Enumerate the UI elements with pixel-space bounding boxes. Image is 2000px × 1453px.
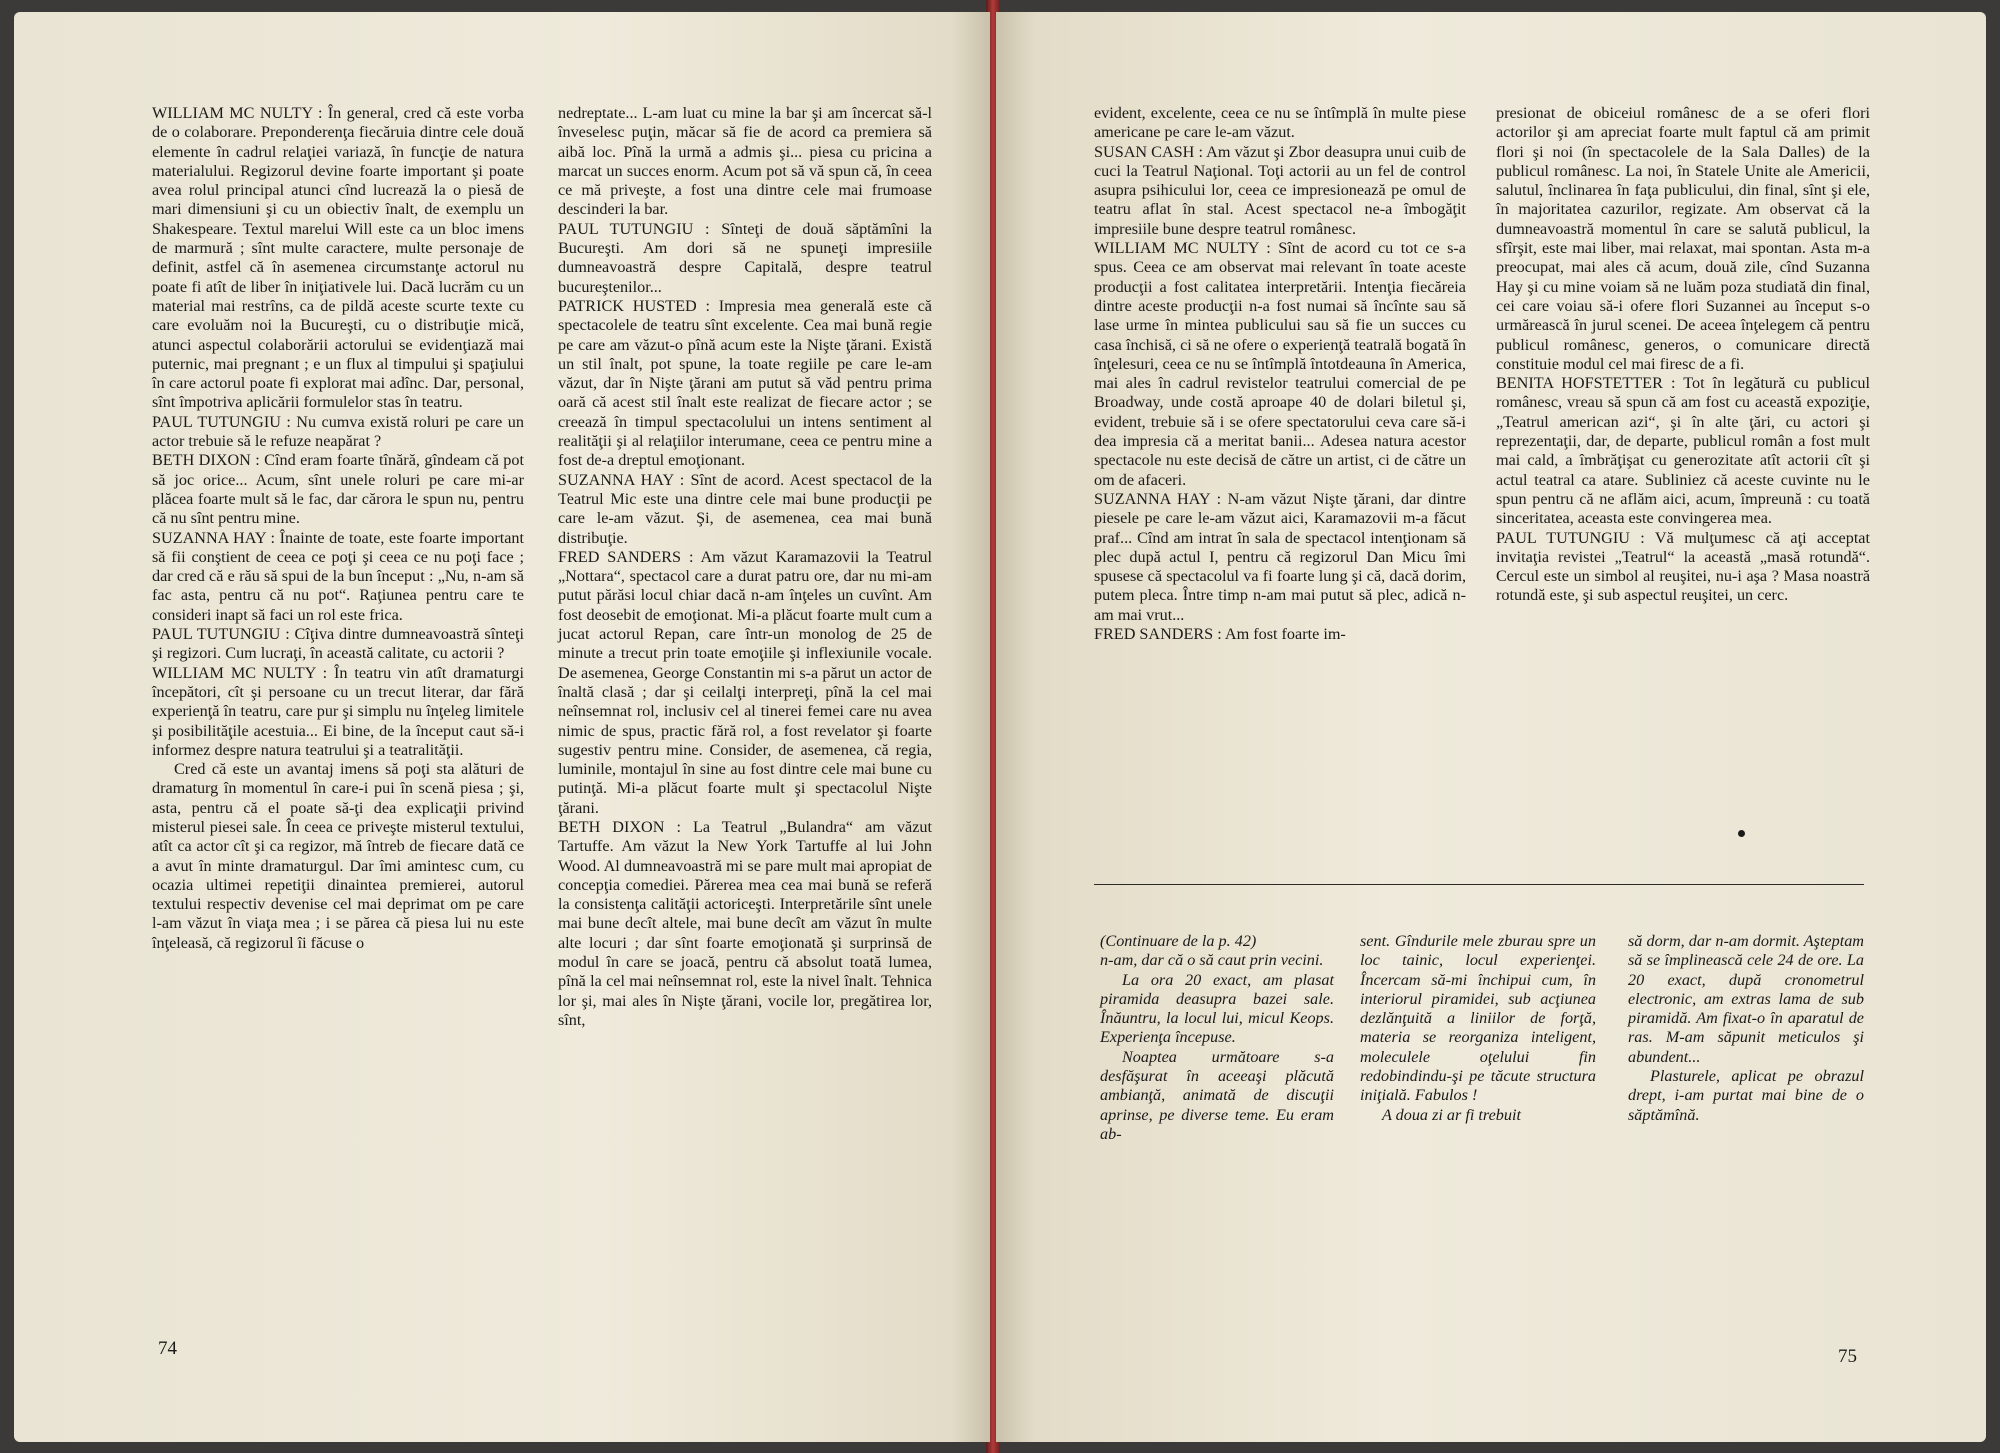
paragraph: WILLIAM MC NULTY : În teatru vin atît dramaturgi începători, cît şi persoane cu un trecut literar, dar fără experienţă în teatru, care pur şi simplu nu înţeleg limitele şi posibilităţile acestuia... Ei bine, de la început caut să-i informez despre natura teatrului şi a teatralităţii.: [152, 663, 524, 759]
paragraph: SUZANNA HAY : Sînt de acord. Acest spectacol de la Teatrul Mic este una dintre cele mai bune producţii pe care le-am văzut. Şi, de asemenea, cea mai bună distribuţie.: [558, 470, 932, 547]
paragraph: SUSAN CASH : Am văzut şi Zbor deasupra unui cuib de cuci la Teatrul Naţional. Toţi actorii au un fel de control asupra psihicului lor, ceea ce impresionează pe omul de teatru aflat în stal. Acest spectacol ne-a îmbogăţit impresiile bune despre teatrul românesc.: [1094, 142, 1466, 238]
paragraph: La ora 20 exact, am plasat piramida deasupra bazei sale. Înăuntru, la locul lui, micul Keops. Experienţa începuse.: [1100, 970, 1334, 1047]
page-number: 75: [1838, 1346, 1857, 1367]
interview-column-4: [1496, 104, 1870, 606]
end-bullet: [1738, 830, 1745, 837]
paragraph: PAUL TUTUNGIU : Cîţiva dintre dumneavoastră sînteţi şi regizori. Cum lucraţi, în această calitate, cu actorii ?: [152, 625, 524, 663]
paragraph: SUZANNA HAY : N-am văzut Nişte ţărani, dar dintre piesele pe care le-am văzut aici, Karamazovii m-a făcut praf... Cînd am intrat în sala de spectacol intenţionam să plec după actul I, pentru că regizorul Dan Micu îmi spusese că spectacolul va fi foarte lung şi că, dacă dorim, putem pleca. Între timp n-am mai putut să plec, adică n-am mai vrut...: [1094, 489, 1466, 624]
section-divider: [1094, 884, 1864, 885]
story-column-3: [1628, 932, 1864, 1125]
paragraph: FRED SANDERS : Am văzut Karamazovii la Teatrul „Nottara“, spectacol care a durat patru ore, dar nu mi-am putut părăsi locul chiar dacă n-am înţeles un cuvînt. Am fost deosebit de emoţionat. Mi-a plăcut foarte mult cum a jucat actorul Repan, care într-un monolog de 25 de minute a trecut prin toate emoţiile şi inflexiunile vocale. De asemenea, George Constantin mi s-a părut un actor de înaltă clasă ; dar şi ceilalţi interpreţi, pînă la cel mai neînsemnat rol, inclusiv cel al tinerei femei care nu avea nimic de spus, practic fără rol, a fost revelator şi foarte sugestiv pentru mine. Consider, de asemenea, că regia, luminile, montajul în sine au fost dintre cele mai bune cu putinţă. Mi-a plăcut foarte mult şi spectacolul Nişte ţărani.: [558, 547, 932, 817]
paragraph: PAUL TUTUNGIU : Nu cumva există roluri pe care un actor trebuie să le refuze neapărat ?: [152, 412, 524, 451]
paragraph: sent. Gîndurile mele zburau spre un loc tainic, locul experienţei. Încercam să-mi închipui cum, în interiorul piramidei, sub acţiunea dezlănţuită a liniilor de forţă, materia se reorganiza inteligent, moleculele oţelului fin redobindindu-şi pe tăcute structura iniţială. Fabulos !: [1360, 932, 1596, 1105]
page-number: 74: [158, 1338, 177, 1359]
paragraph: BENITA HOFSTETTER : Tot în legătură cu publicul românesc, vreau să spun că am fost cu această expoziţie, „Teatrul american azi“, şi în alte ţări, cu actori şi reprezentaţii, dar, de departe, publicul român a fost mult mai cald, a îmbrăţişat cu generozitate atît actorii cît şi actul teatral ca atare. Subliniez că aceste cuvinte nu le spun pentru că ne aflăm aici, acum, împreună : cu toată sinceritatea, aceasta este convingerea mea.: [1496, 374, 1870, 528]
paragraph: să dorm, dar n-am dormit. Aşteptam să se împlinească cele 24 de ore. La 20 exact, după cronometrul electronic, am extras lama de sub piramidă. Am fixat-o în aparatul de ras. M-am săpunit meticulos şi abundent...: [1628, 932, 1864, 1066]
paragraph: PAUL TUTUNGIU : Sînteţi de două săptămîni la Bucureşti. Am dori să ne spuneţi impresiile dumneavoastră despre Capitală, despre teatrul bucureştenilor...: [558, 219, 932, 296]
interview-column-1: [152, 104, 524, 953]
paragraph: BETH DIXON : Cînd eram foarte tînără, gîndeam că pot să joc orice... Acum, sînt unele roluri pe care mi-ar plăcea foarte mult să le fac, dar cărora le spun nu, pentru că nu sînt pentru mine.: [152, 451, 524, 528]
paragraph: nedreptate... L-am luat cu mine la bar şi am încercat să-l înveselesc puţin, măcar să fie de acord ca premiera să aibă loc. Pînă la urmă a admis şi... piesa cu pricina a marcat un succes enorm. Acum pot să vă spun că, în ceea ce mă priveşte, a fost una dintre cele mai frumoase descinderi la bar.: [558, 104, 932, 219]
paragraph: A doua zi ar fi trebuit: [1382, 1105, 1521, 1124]
paragraph: PATRICK HUSTED : Impresia mea generală este că spectacolele de teatru sînt excelente. Cea mai bună regie pe care am văzut-o pînă acum este la Nişte ţărani. Există un stil înalt, pot spune, la toate regiile pe care le-am văzut, dar în Nişte ţărani am putut să văd pentru prima oară că acest stil înalt este realizat de fiecare actor ; se creează în timpul spectacolului un intens sentiment al realităţii şi al relaţiilor interumane, ceea ce pentru mine a fost de-a dreptul emoţionant.: [558, 296, 932, 470]
paragraph: BETH DIXON : La Teatrul „Bulandra“ am văzut Tartuffe. Am văzut la New York Tartuffe al lui John Wood. Al dumneavoastră mi se pare mult mai apropiat de concepţia comediei. Părerea mea cea mai bună se referă la consistenţa calităţii actoriceşti. Interpretările sînt unele mai bune decît altele, mai bune decît am văzut în multe alte locuri ; dar sînt foarte emoţionată şi surprinsă de modul în care se joacă, pentru că absolut toată lumea, pînă la cel mai neînsemnat rol, este la nivel înalt. Tehnica lor şi, mai ales în Nişte ţărani, vocile lor, pregătirea lor, sînt,: [558, 817, 932, 1029]
paragraph: WILLIAM MC NULTY : În general, cred că este vorba de o colaborare. Preponderenţa fiecăruia dintre cele două elemente în cadrul relaţiei variază, în funcţie de natura materialului. Regizorul devine foarte important şi poate avea rolul principal atunci cînd lucrează la o piesă de mari dimensiuni şi cu un obiectiv înalt, de exemplu un Shakespeare. Textul marelui Will este ca un bloc imens de marmură ; sînt multe caractere, multe personaje de definit, astfel că în asemenea circumstanţe actorul nu poate fi atît de liber în iniţiativele lui. Dacă lucrăm cu un material mai restrîns, ca de pildă aceste scurte texte cu care evoluăm noi la Bucureşti, cu o distribuţie mică, atunci aspectul colaborării actorului se evidenţiază mai puternic, mai pregnant ; e un flux al timpului şi spaţiului în care actorul poate fi explorat mai adînc. Dar, personal, sînt împotriva aplicării formulelor stas în teatru.: [152, 104, 524, 412]
paragraph: Plasturele, aplicat pe obrazul drept, i-am purtat mai bine de o săptămînă.: [1628, 1067, 1864, 1124]
paragraph: SUZANNA HAY : Înainte de toate, este foarte important să fii conştient de ceea ce poţi şi ceea ce nu poţi face ; dar cred că e rău să spui de la bun început : „Nu, n-am să fac asta, pentru că nu pot“. Raţiunea pentru care te consideri inapt să faci un rol este frica.: [152, 528, 524, 624]
paragraph: evident, excelente, ceea ce nu se întîmplă în multe piese americane pe care le-am văzut.: [1094, 104, 1466, 142]
paragraph: Cred că este un avantaj imens să poţi sta alături de dramaturg în momentul în care-i pui în scenă piesa ; şi, asta, pentru că el poate să-ţi dea explicaţii privind misterul piesei sale. În ceea ce priveşte misterul textului, atît ca actor cît şi ca regizor, mă întreb de fiecare dată ce a avut în minte dramaturgul. Dar îmi amintesc cum, cu ocazia ultimei repetiţii dinaintea premierei, autorul textului respectiv devenise cel mai deprimat om pe care l-am văzut în viaţa mea ; i se părea că piesa lui nu este înţeleasă, că regizorul îi făcuse o: [152, 760, 524, 952]
left-page: [14, 12, 990, 1442]
paragraph: n-am, dar că o să caut prin vecini.: [1100, 951, 1324, 970]
story-column-1: [1100, 932, 1334, 1144]
interview-column-2: [558, 104, 932, 1030]
story-continuation-note: (Continuare de la p. 42): [1100, 932, 1257, 950]
story-column-2: [1360, 932, 1596, 1125]
paragraph: Noaptea următoare s-a desfăşurat în aceeaşi plăcută ambianţă, animată de discuţii aprinse, pe diverse teme. Eu eram ab-: [1100, 1047, 1334, 1143]
paragraph: presionat de obiceiul românesc de a se oferi flori actorilor şi am apreciat foarte mult faptul că am primit flori şi noi (în spectacolele de la Sala Dalles) de la publicul românesc. La noi, în Statele Unite ale Americii, salutul, înclinarea în faţa publicului, din final, sînt şi ele, în majoritatea cazurilor, regizate. Am observat că la dumneavoastră momentul în care se salută publicul, la sfîrşit, este mai liber, mai relaxat, mai spontan. Asta m-a preocupat, mai ales că acum, două zile, cînd Suzanna Hay şi cu mine voiam să ne luăm poza studiată din final, cei care voiau să-i ofere flori Suzannei au început s-o urmărească în jurul scenei. De aceea înţelegem că pentru publicul românesc, generos, o comunicare directă constituie modul cel mai firesc de a fi.: [1496, 104, 1870, 373]
interview-column-3: [1094, 104, 1466, 644]
paragraph: PAUL TUTUNGIU : Vă mulţumesc că aţi acceptat invitaţia revistei „Teatrul“ la această „masă rotundă“. Cercul este un simbol al reuşitei, nu-i aşa ? Masa noastră rotundă este, şi sub aspectul reuşitei, un cerc.: [1496, 528, 1870, 605]
paragraph: WILLIAM MC NULTY : Sînt de acord cu tot ce s-a spus. Ceea ce am observat mai relevant în toate aceste producţii a fost calitatea interpretării. Intenţia fiecăreia dintre aceste producţii n-a fost numai să încînte sau să lase urme în mintea publicului sau să fie un succes cu casa închisă, ci să ne ofere o experienţă teatrală bogată în înţelesuri, ceea ce nu se întîmplă întotdeauna în America, mai ales în cadrul revistelor teatrului comercial de pe Broadway, unde costă aproape 40 de dolari biletul şi, evident, trebuie să i se ofere spectatorului ceva care să-i dea impresia că a meritat banii... Adesea natura acestor spectacole nu este decisă de către un artist, ci de către un om de afaceri.: [1094, 239, 1466, 489]
right-page: [996, 12, 1986, 1442]
paragraph: FRED SANDERS : Am fost foarte im-: [1094, 625, 1346, 644]
